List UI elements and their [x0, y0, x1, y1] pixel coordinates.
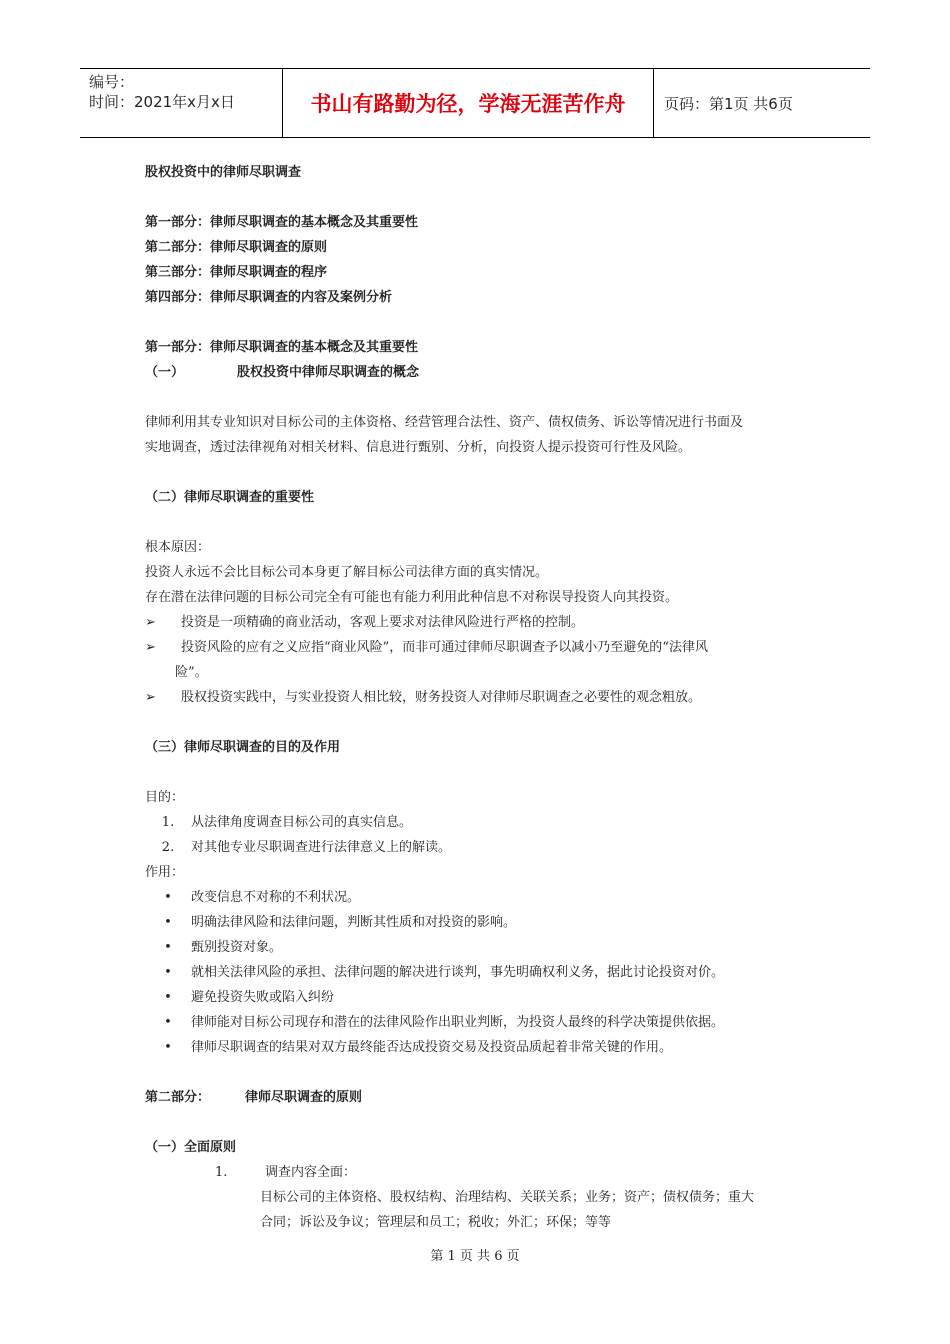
list-item-text: 投资是一项精确的商业活动，客观上要求对法律风险进行严格的控制。: [181, 615, 585, 630]
section-heading: （一）全面原则: [145, 1140, 237, 1155]
list-item: [145, 835, 825, 860]
toc-item: 第一部分：律师尽职调查的基本概念及其重要性: [145, 215, 419, 230]
list-item: [145, 810, 825, 835]
list-item-text: 明确法律风险和法律问题，判断其性质和对投资的影响。: [191, 915, 517, 930]
list-item: [145, 685, 825, 710]
toc-item: 第二部分：律师尽职调查的原则: [145, 240, 328, 255]
root-cause-label: 根本原因：: [145, 540, 211, 555]
list-item-text: 投资风险的应有之义应指“商业风险”，而非可通过律师尽职调查予以减小乃至避免的“法律风: [181, 640, 708, 655]
section-title: 股权投资中律师尽职调查的概念: [237, 365, 420, 380]
list-number: 1.: [161, 815, 175, 830]
dot-bullet-icon: •: [164, 990, 172, 1005]
page-header: [80, 68, 870, 138]
list-item-text: 对其他专业尽职调查进行法律意义上的解读。: [191, 840, 452, 855]
part1-heading: 第一部分：律师尽职调查的基本概念及其重要性: [145, 340, 419, 355]
dot-bullet-icon: •: [164, 940, 172, 955]
paragraph-line: 目标公司的主体资格、股权结构、治理结构、关联关系；业务；资产；债权债务；重大: [260, 1190, 755, 1205]
part2-title: 律师尽职调查的原则: [245, 1090, 363, 1105]
list-item-text: 调查内容全面：: [265, 1165, 357, 1180]
arrow-bullet-icon: ➢: [145, 640, 156, 655]
section-heading: （三）律师尽职调查的目的及作用: [145, 740, 341, 755]
page-footer: 第 1 页 共 6 页: [430, 1249, 520, 1264]
paragraph-line: 合同；诉讼及争议；管理层和员工；税收；外汇；环保；等等: [260, 1215, 612, 1230]
list-item-text: 律师能对目标公司现存和潜在的法律风险作出职业判断，为投资人最终的科学决策提供依据。: [191, 1015, 725, 1030]
list-item: [145, 1035, 825, 1060]
part2-label: 第二部分：: [145, 1090, 211, 1105]
dot-bullet-icon: •: [164, 1015, 172, 1030]
section-heading: [145, 360, 825, 385]
dot-bullet-icon: •: [164, 915, 172, 930]
dot-bullet-icon: •: [164, 1040, 172, 1055]
header-page-info: 页码：第1页 共6页: [664, 94, 793, 113]
arrow-bullet-icon: ➢: [145, 690, 156, 705]
effect-label: 作用：: [145, 865, 185, 880]
list-item: [145, 910, 825, 935]
paragraph-line: 投资人永远不会比目标公司本身更了解目标公司法律方面的真实情况。: [145, 565, 549, 580]
paragraph-line: 存在潜在法律问题的目标公司完全有可能也有能力利用此种信息不对称误导投资人向其投资。: [145, 590, 679, 605]
dot-bullet-icon: •: [164, 965, 172, 980]
toc-item: 第三部分：律师尽职调查的程序: [145, 265, 328, 280]
toc-item: 第四部分：律师尽职调查的内容及案例分析: [145, 290, 393, 305]
list-item-text: 股权投资实践中，与实业投资人相比较，财务投资人对律师尽职调查之必要性的观念粗放。: [181, 690, 702, 705]
list-item: [145, 985, 825, 1010]
dot-bullet-icon: •: [164, 890, 172, 905]
list-item-text: 改变信息不对称的不利状况。: [191, 890, 361, 905]
document-body: [145, 160, 825, 1235]
list-item: [145, 935, 825, 960]
doc-number-label: 编号：: [89, 73, 135, 91]
list-item-text: 就相关法律风险的承担、法律问题的解决进行谈判，事先明确权利义务，据此讨论投资对价。: [191, 965, 725, 980]
list-item-text: 甄别投资对象。: [191, 940, 283, 955]
list-item: [145, 885, 825, 910]
paragraph-line: 实地调查，透过法律视角对相关材料、信息进行甄别、分析，向投资人提示投资可行性及风险。: [145, 440, 692, 455]
part2-heading: [145, 1085, 825, 1110]
list-item: [145, 1010, 825, 1035]
doc-title: 股权投资中的律师尽职调查: [145, 165, 302, 180]
section-heading: （二）律师尽职调查的重要性: [145, 490, 315, 505]
section-label: （一）: [145, 365, 185, 380]
list-item: [145, 1160, 825, 1185]
list-item: [145, 635, 825, 660]
paragraph-line: 律师利用其专业知识对目标公司的主体资格、经营管理合法性、资产、债权债务、诉讼等情况进行书面及: [145, 415, 744, 430]
arrow-bullet-icon: ➢: [145, 615, 156, 630]
list-item-continuation: 险”。: [175, 665, 208, 680]
list-item: [145, 610, 825, 635]
list-number: 1.: [215, 1165, 228, 1180]
list-item: [145, 960, 825, 985]
list-item-text: 从法律角度调查目标公司的真实信息。: [191, 815, 413, 830]
doc-time-label: 时间：2021年x月x日: [89, 93, 235, 111]
list-item-text: 律师尽职调查的结果对双方最终能否达成投资交易及投资品质起着非常关键的作用。: [191, 1040, 673, 1055]
header-meta: [80, 69, 283, 137]
purpose-label: 目的：: [145, 790, 185, 805]
list-number: 2.: [161, 840, 175, 855]
list-item-text: 避免投资失败或陷入纠纷: [191, 990, 335, 1005]
header-motto: 书山有路勤为径，学海无涯苦作舟: [283, 69, 654, 137]
